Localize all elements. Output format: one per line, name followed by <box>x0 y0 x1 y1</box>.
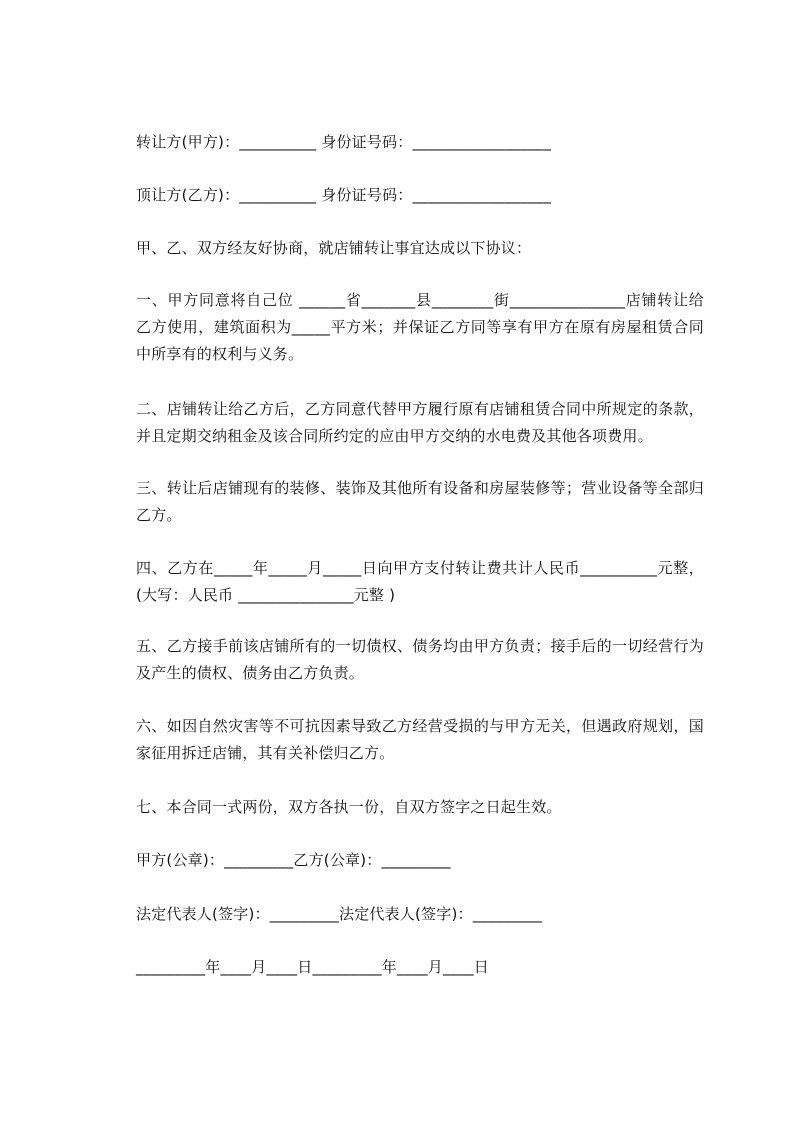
clause-3: 三、转让后店铺现有的装修、装饰及其他所有设备和房屋装修等；营业设备等全部归乙方。 <box>136 479 704 524</box>
clause-6: 六、如因自然灾害等不可抗因素导致乙方经营受损的与甲方无关，但遇政府规划，国家征用拆迁店铺，其有关补偿归乙方。 <box>136 717 704 762</box>
date-line: _________年____月____日_________年____月____日 <box>136 958 490 976</box>
party-b-line: 顶让方(乙方)：__________ 身份证号码：__________________ <box>136 186 552 204</box>
intro-text: 甲、乙、双方经友好协商，就店铺转让事宜达成以下协议： <box>136 239 532 257</box>
seal-line: 甲方(公章)：_________乙方(公章)：_________ <box>136 851 451 869</box>
clause-1: 一、甲方同意将自己位 ______省_______县________街_______________店铺转让给乙方使用，建筑面积为_____平方米；并保证乙方同等享有甲方在原有房屋租赁合同中所享有的权利与义务。 <box>136 291 704 363</box>
clause-5: 五、乙方接手前该店铺所有的一切债权、债务均由甲方负责；接手后的一切经营行为及产生的债权、债务由乙方负责。 <box>136 637 704 682</box>
clause-4: 四、乙方在_____年_____月_____日向甲方支付转让费共计人民币__________元整，(大写：人民币 _______________元整 ) <box>136 559 704 604</box>
party-a-line: 转让方(甲方)：__________ 身份证号码：__________________ <box>136 133 552 151</box>
clause-2: 二、店铺转让给乙方后，乙方同意代替甲方履行原有店铺租赁合同中所规定的条款，并且定期交纳租金及该合同所约定的应由甲方交纳的水电费及其他各项费用。 <box>136 400 704 445</box>
clause-7: 七、本合同一式两份，双方各执一份，自双方签字之日起生效。 <box>136 798 562 816</box>
representative-line: 法定代表人(签字)：_________法定代表人(签字)：_________ <box>136 905 543 923</box>
